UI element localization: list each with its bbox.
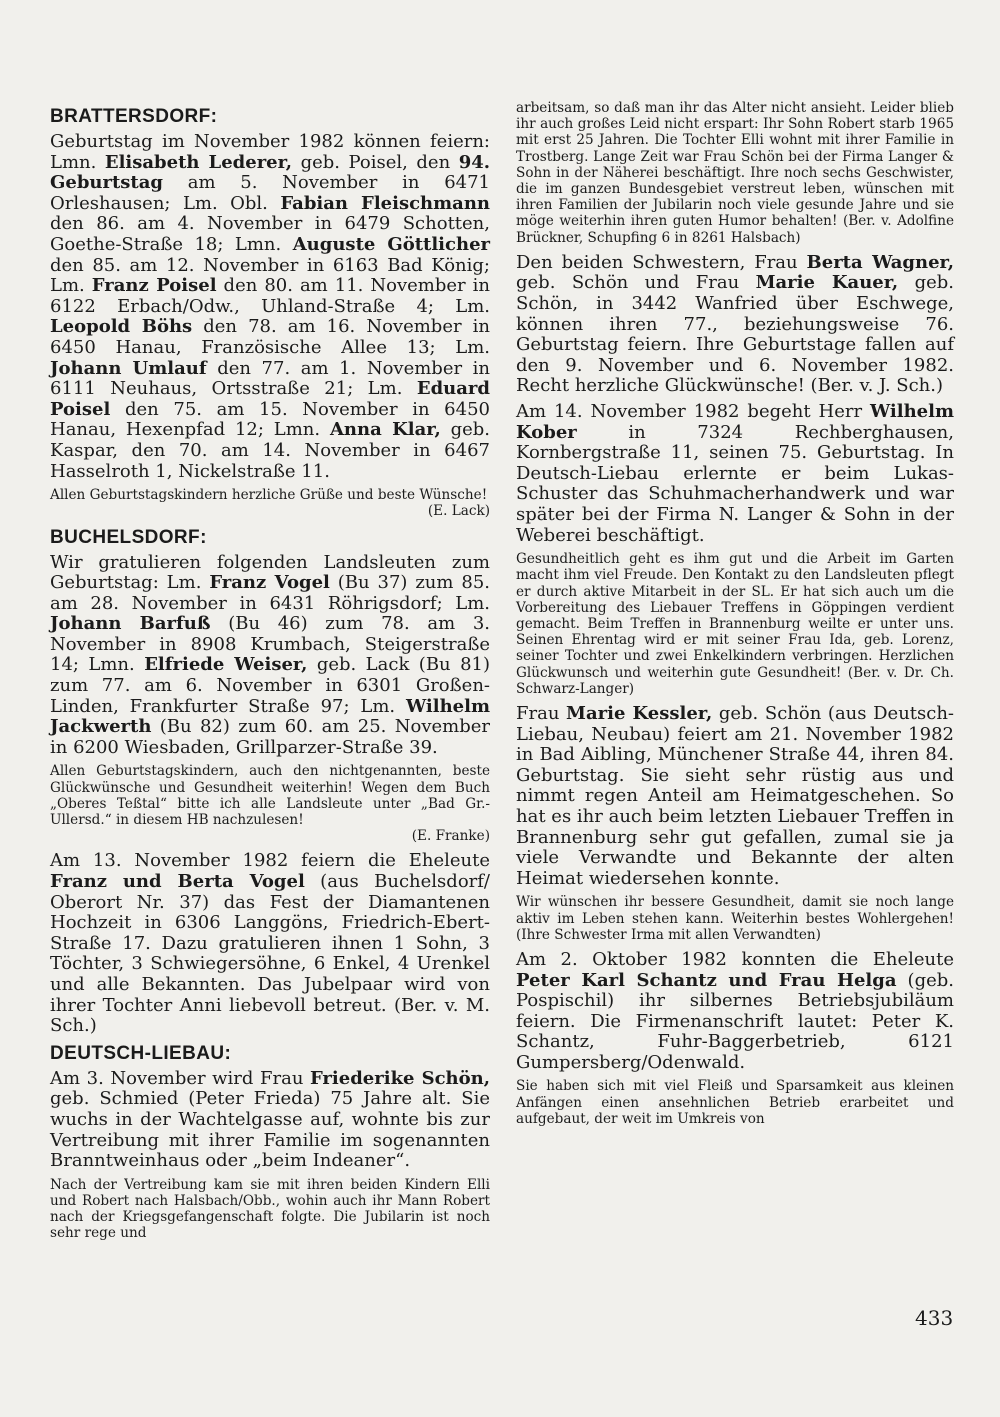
bold-name: Johann Umlauf: [50, 357, 207, 379]
page-number: 433: [915, 1306, 954, 1330]
text-run: (Bu 46) zum 78. am 3. November in 8908 Krumbach, Steigerstraße 14; Lmn.: [50, 613, 490, 676]
text-run: geb. Schön, in 3442 Wanfried über Eschwege, können ihren 77., beziehungsweise 76. Geburtstag feiern. Ihre Geburtstage fallen auf den 9. November und 6. November 1982. Recht herzliche Glückwünsche! (Ber. v. J. Sch.): [516, 272, 954, 397]
kober-details: Gesundheitlich geht es ihm gut und die Arbeit im Garten macht ihm viel Freude. Den Kontakt zu den Landsleuten pflegt er durch aktive Mitarbeit in der SL. Er hat sich auch um die Vorbereitung des Liebauer Treffens in Göppingen verdient gemacht. Beim Treffen in Brannenburg weilte er unter uns. Seinen Ehrentag wird er mit seiner Frau Ida, geb. Lorenz, seiner Tochter und zwei Enkelkindern verbringen. Herzlichen Glückwunsch und weiterhin gute Gesundheit! (Ber. v. Dr. Ch. Schwarz-Langer): [516, 551, 954, 697]
text-run: Am 3. November wird Frau: [50, 1067, 310, 1089]
brattersdorf-signature: (E. Lack): [427, 503, 490, 520]
section-brattersdorf: [50, 106, 490, 520]
section-buchelsdorf: [50, 527, 490, 1037]
text-run: geb. Schmied (Peter Frieda) 75 Jahre alt. Sie wuchs in der Wachtelgasse auf, wohnte bis zur Vertreibung mit ihrer Familie im sogenannten Branntweinhaus oder „beim Indeaner“.: [50, 1088, 490, 1172]
kober-birthday: [516, 402, 954, 546]
brattersdorf-greeting: Allen Geburtstagskindern herzliche Grüße und beste Wünsche! (E. Lack): [50, 487, 490, 520]
bold-name: Johann Barfuß: [50, 613, 211, 635]
bold-name: Marie Kessler,: [566, 702, 713, 724]
text-run: den 80. am 11. November in 6122 Erbach/Odw., Uhland-Straße 4; Lm.: [50, 275, 490, 317]
bold-name: Eduard Poisel: [50, 378, 490, 420]
section-heading-deutsch-liebau: DEUTSCH-LIEBAU:: [50, 1042, 232, 1064]
text-run: in 7324 Rechberghausen, Kornbergstraße 11, seinen 75. Geburtstag. In Deutsch-Liebau erlernte er beim Lukas-Schuster das Schuhmacherhandwerk und war später bei der Firma N. Langer & Sohn in der Weberei beschäftigt.: [516, 421, 954, 546]
deutsch-liebau-schoen-details: Nach der Vertreibung kam sie mit ihren beiden Kindern Elli und Robert nach Halsbach/Obb., wohin auch ihr Mann Robert nach der Kriegsgefangenschaft folgte. Die Jubilarin ist noch sehr rege und: [50, 1176, 490, 1242]
bold-name: Wilhelm Kober: [516, 400, 954, 443]
bold-name: Berta Wagner,: [806, 251, 954, 273]
kessler-birthday: [516, 704, 954, 889]
section-heading-brattersdorf: BRATTERSDORF:: [50, 106, 218, 127]
text-run: Den beiden Schwestern, Frau: [516, 251, 807, 273]
bold-name: Leopold Böhs: [50, 316, 193, 338]
schantz-anniversary: [516, 950, 954, 1074]
text-run: Am 2. Oktober 1982 konnten die Eheleute: [516, 948, 954, 970]
text-run: (Bu 82) zum 60. am 25. November in 6200 Wiesbaden, Grillparzer-Straße 39.: [50, 716, 490, 758]
text-run: Frau: [516, 702, 567, 724]
section-heading-buchelsdorf: BUCHELSDORF:: [50, 526, 207, 548]
buchelsdorf-birthdays: [50, 553, 490, 759]
text-run: (Bu 37) zum 85. am 28. November in 6431 Röhrigsdorf; Lm.: [50, 572, 490, 614]
left-column: [50, 100, 490, 1249]
text-run: geb. Schön (aus Deutsch-Liebau, Neubau) feiert am 21. November 1982 in Bad Aibling, Münchener Straße 44, ihren 84. Geburtstag. Sie sieht sehr rüstig aus und nimmt regen Anteil am Heimatgeschehen. So hat es ihr auch beim letzten Liebauer Treffen in Brannenburg sehr gut gefallen, zumal sie ja viele Verwandte und Bekannte der alten Heimat wiedersehen konnte.: [516, 702, 955, 889]
text-run: den 78. am 16. November in 6450 Hanau, Französische Allee 13; Lm.: [50, 316, 490, 358]
bold-name: Franz Vogel: [209, 572, 330, 594]
text-run: geb. Lack (Bu 81) zum 77. am 6. November in 6301 Großen-Linden, Frankfurter Straße 97; Lm.: [50, 654, 491, 717]
bold-name: 94. Geburtstag: [50, 151, 491, 194]
wagner-kauer-birthdays: [516, 253, 954, 397]
bold-name: Franz und Berta Vogel: [50, 871, 305, 893]
right-column: [516, 100, 954, 1134]
bold-name: Elfriede Weiser,: [144, 654, 308, 676]
bold-name: Franz Poisel: [91, 275, 217, 297]
bold-name: Elisabeth Lederer,: [104, 151, 293, 173]
bold-name: Auguste Göttlicher: [292, 233, 490, 255]
kessler-wishes: Wir wünschen ihr bessere Gesundheit, damit sie noch lange aktiv im Leben stehen kann. Weiterhin bestes Wohlergehen! (Ihre Schwester Irma mit allen Verwandten): [516, 894, 954, 943]
bold-name: Fabian Fleischmann: [280, 192, 491, 214]
text-run: den 85. am 12. November in 6163 Bad König; Lm.: [50, 254, 490, 297]
bold-name: Marie Kauer,: [755, 272, 899, 294]
bold-name: Wilhelm Jackwerth: [50, 695, 490, 738]
bold-name: Friederike Schön,: [309, 1067, 490, 1089]
text-run: geb. Schön und Frau: [516, 272, 756, 294]
deutsch-liebau-schoen-birthday: [50, 1069, 490, 1172]
brattersdorf-birthdays: [50, 132, 490, 482]
text-run: Am 13. November 1982 feiern die Eheleute: [50, 850, 490, 872]
buchelsdorf-signature: (E. Franke): [411, 828, 490, 845]
text-run: Wir gratulieren folgenden Landsleuten zum Geburtstag: Lm.: [50, 551, 490, 594]
text-run: den 75. am 15. November in 6450 Hanau, Hexenpfad 12; Lmn.: [50, 398, 490, 441]
text-run: geb. Kaspar, den 70. am 14. November in 6467 Hasselroth 1, Nickelstraße 11.: [50, 419, 490, 482]
schoen-details-continued: arbeitsam, so daß man ihr das Alter nicht ansieht. Leider blieb ihr auch großes Leid nicht erspart: Ihr Sohn Robert starb 1965 mit erst 25 Jahren. Die Tochter Elli wohnt mit ihrer Familie in Trostberg. Lange Zeit war Frau Schön bei der Firma Langer & Sohn in der Näherei beschäftigt. Ihre noch sechs Geschwister, die im ganzen Bundesgebiet verstreut leben, wünschen mit ihren Familien der Jubilarin noch viele gesunde Jahre und sie möge weiterhin ihren guten Humor behalten! (Ber. v. Adolfine Brückner, Schupfing 6 in 8261 Halsbach): [516, 100, 954, 246]
schantz-details: Sie haben sich mit viel Fleiß und Sparsamkeit aus kleinen Anfängen einen ansehnlichen Betrieb erarbeitet und aufgebaut, der weit im Umkreis von: [516, 1078, 954, 1127]
text-run: geb. Poisel, den: [292, 151, 459, 173]
text-run: den 77. am 1. November in 6111 Neuhaus, Ortsstraße 21; Lm.: [50, 357, 490, 400]
text-run: Geburtstag im November 1982 können feiern: Lmn.: [50, 131, 490, 173]
section-deutsch-liebau: [50, 1043, 490, 1242]
buchelsdorf-diamond-wedding: [50, 851, 490, 1036]
text-run: am 5. November in 6471 Orleshausen; Lm. Obl.: [50, 172, 490, 214]
buchelsdorf-greeting: Allen Geburtstagskindern, auch den nichtgenannten, beste Glückwünsche und Gesundheit weiterhin! Wegen dem Buch „Oberes Teßtal“ bitte ich alle Landsleute unter „Bad Gr.-Ullersd.“ in diesem HB nachzulesen! (E. Franke): [50, 763, 490, 845]
bold-name: Anna Klar,: [329, 419, 441, 441]
text-run: Am 14. November 1982 begeht Herr: [516, 400, 870, 422]
text-run: den 86. am 4. November in 6479 Schotten, Goethe-Straße 18; Lmn.: [50, 213, 490, 255]
text-run: (aus Buchelsdorf/ Oberort Nr. 37) das Fest der Diamantenen Hochzeit in 6306 Langgöns, Friedrich-Ebert-Straße 17. Dazu gratulieren ihnen 1 Sohn, 3 Töchter, 3 Schwiegersöhne, 6 Enkel, 4 Urenkel und alle Bekannten. Das Jubelpaar wird von ihrer Tochter Anni liebevoll betreut. (Ber. v. M. Sch.): [50, 871, 490, 1037]
bold-name: Peter Karl Schantz und Frau Helga: [516, 969, 897, 991]
text-run: (geb. Pospischil) ihr silbernes Betriebsjubiläum feiern. Die Firmenanschrift lautet: Peter K. Schantz, Fuhr-Baggerbetrieb, 6121 Gumpersberg/Odenwald.: [516, 969, 954, 1073]
